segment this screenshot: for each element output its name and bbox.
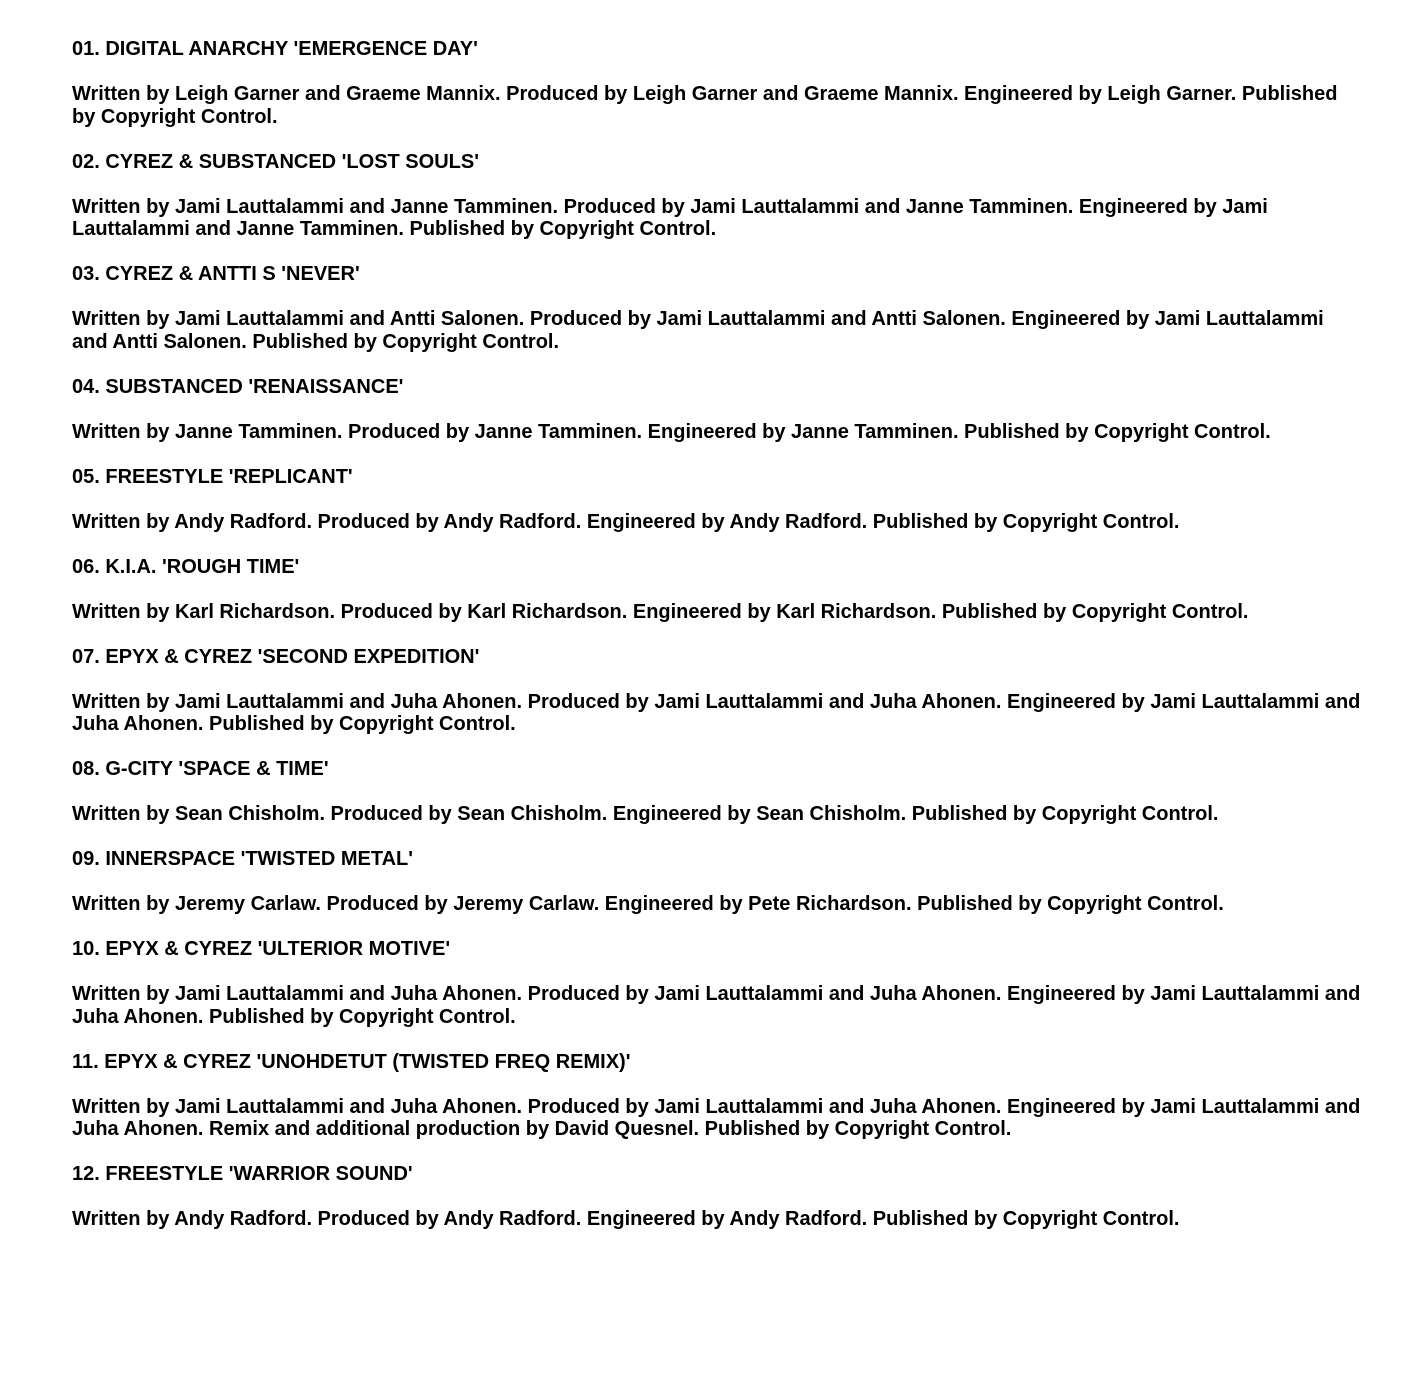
track-credit: Written by Jeremy Carlaw. Produced by Jeremy Carlaw. Engineered by Pete Richardson. Published by Copyright Control. — [72, 893, 1224, 915]
track-credits-list — [72, 38, 1362, 1253]
track-credit: Written by Leigh Garner and Graeme Mannix. Produced by Leigh Garner and Graeme Mannix. Engineered by Leigh Garner. Published by Copyright Control. — [72, 83, 1338, 128]
track-credit: Written by Karl Richardson. Produced by Karl Richardson. Engineered by Karl Richardson. Published by Copyright Control. — [72, 600, 1249, 623]
track-title: 04. SUBSTANCED 'RENAISSANCE' — [72, 375, 404, 398]
track-entry — [72, 1051, 1362, 1141]
track-title: 01. DIGITAL ANARCHY 'EMERGENCE DAY' — [72, 38, 478, 60]
track-title: 03. CYREZ & ANTTI S 'NEVER' — [72, 263, 360, 285]
track-credit: Written by Janne Tamminen. Produced by Janne Tamminen. Engineered by Janne Tamminen. Published by Copyright Control. — [72, 420, 1271, 443]
track-entry — [72, 263, 1362, 353]
track-title: 10. EPYX & CYREZ 'ULTERIOR MOTIVE' — [72, 938, 451, 960]
track-credit: Written by Jami Lauttalammi and Juha Ahonen. Produced by Jami Lauttalammi and Juha Ahonen. Engineered by Jami Lauttalammi and Juha Ahonen. Published by Copyright Control. — [72, 690, 1361, 735]
track-entry — [72, 151, 1362, 241]
track-credit: Written by Andy Radford. Produced by Andy Radford. Engineered by Andy Radford. Published by Copyright Control. — [72, 510, 1180, 533]
track-credit: Written by Andy Radford. Produced by Andy Radford. Engineered by Andy Radford. Published by Copyright Control. — [72, 1208, 1180, 1230]
track-title: 11. EPYX & CYREZ 'UNOHDETUT (TWISTED FREQ REMIX)' — [72, 1050, 631, 1073]
track-title: 08. G-CITY 'SPACE & TIME' — [72, 758, 329, 780]
track-title: 06. K.I.A. 'ROUGH TIME' — [72, 555, 300, 578]
track-entry — [72, 938, 1362, 1028]
track-title: 02. CYREZ & SUBSTANCED 'LOST SOULS' — [72, 150, 479, 173]
track-entry — [72, 466, 1362, 534]
track-entry — [72, 556, 1362, 624]
track-entry — [72, 848, 1362, 916]
track-entry — [72, 1163, 1362, 1231]
track-credit: Written by Jami Lauttalammi and Juha Ahonen. Produced by Jami Lauttalammi and Juha Ahonen. Engineered by Jami Lauttalammi and Juha Ahonen. Published by Copyright Control. — [72, 983, 1361, 1028]
track-entry — [72, 758, 1362, 826]
track-title: 07. EPYX & CYREZ 'SECOND EXPEDITION' — [72, 645, 480, 668]
track-entry — [72, 646, 1362, 736]
track-credit: Written by Jami Lauttalammi and Janne Tamminen. Produced by Jami Lauttalammi and Janne Tamminen. Engineered by Jami Lauttalammi and Janne Tamminen. Published by Copyright Control. — [72, 195, 1268, 240]
track-title: 12. FREESTYLE 'WARRIOR SOUND' — [72, 1163, 413, 1185]
track-title: 05. FREESTYLE 'REPLICANT' — [72, 465, 353, 488]
track-credit: Written by Jami Lauttalammi and Antti Salonen. Produced by Jami Lauttalammi and Antti Salonen. Engineered by Jami Lauttalammi and Antti Salonen. Published by Copyright Control. — [72, 308, 1324, 353]
track-entry — [72, 376, 1362, 444]
track-entry — [72, 38, 1362, 128]
track-credit: Written by Sean Chisholm. Produced by Sean Chisholm. Engineered by Sean Chisholm. Published by Copyright Control. — [72, 803, 1219, 825]
track-credit: Written by Jami Lauttalammi and Juha Ahonen. Produced by Jami Lauttalammi and Juha Ahonen. Engineered by Jami Lauttalammi and Juha Ahonen. Remix and additional production by David Quesnel. Published by Copyright Control. — [72, 1095, 1361, 1140]
track-title: 09. INNERSPACE 'TWISTED METAL' — [72, 848, 414, 870]
